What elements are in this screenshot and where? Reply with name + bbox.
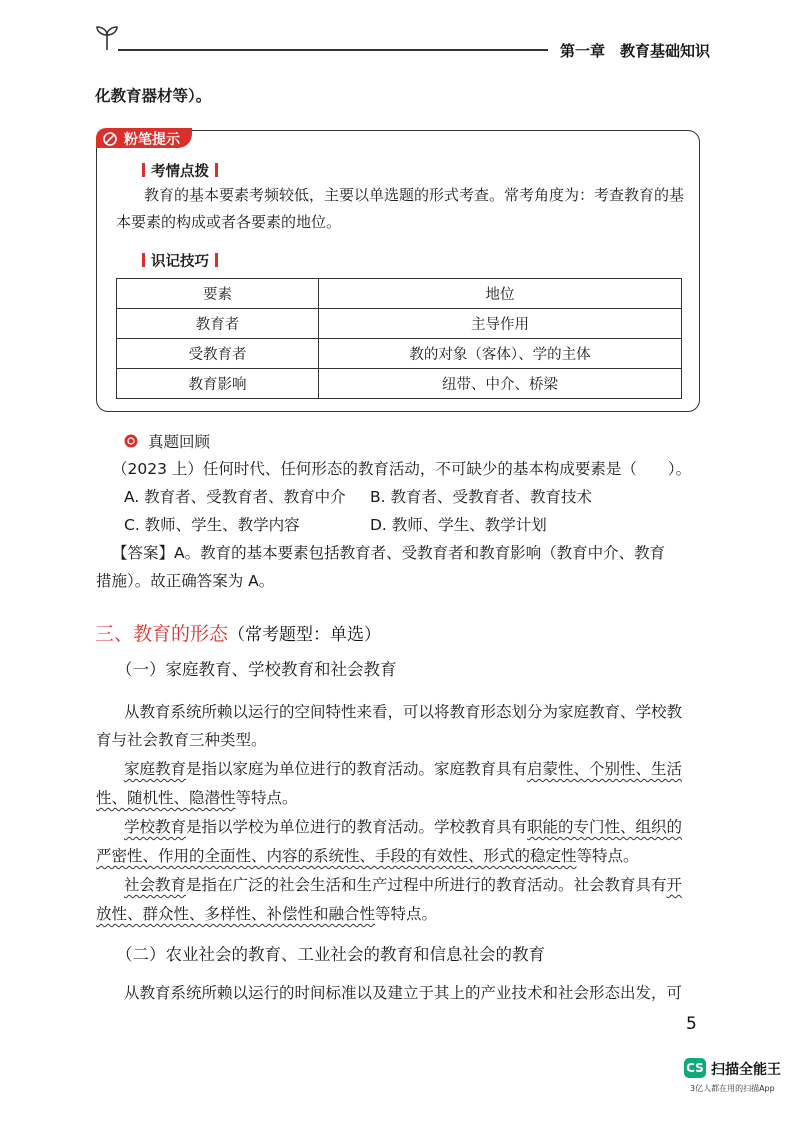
table-row	[117, 339, 682, 369]
scanner-name: 扫描全能王	[711, 1062, 781, 1078]
subheading-2: （二）农业社会的教育、工业社会的教育和信息社会的教育	[116, 945, 545, 964]
family-line-2	[96, 788, 298, 808]
review-question: （2023 上）任何时代、任何形态的教育活动，不可缺少的基本构成要素是（ ）。	[112, 460, 692, 478]
red-bar	[142, 163, 145, 177]
sun-icon	[124, 434, 138, 448]
memory-heading	[136, 250, 224, 271]
scanner-logo: CS	[684, 1058, 706, 1078]
social-term: 社会教育	[124, 876, 187, 894]
family-desc: 是指以家庭为单位进行的教育活动。家庭教育具有	[186, 760, 528, 778]
family-end: 等特点。	[235, 789, 298, 807]
subheading-1: （一）家庭教育、学校教育和社会教育	[116, 660, 397, 679]
social-traits-1: 开	[666, 876, 683, 894]
table-cell: 主导作用	[319, 309, 682, 339]
tip-label: 粉笔提示	[124, 132, 180, 148]
table-header-cell: 要素	[117, 279, 319, 309]
scanner-tagline: 3亿人都在用的扫描App	[690, 1084, 775, 1093]
social-end: 等特点。	[375, 905, 438, 923]
school-end: 等特点。	[576, 847, 639, 865]
intro-line: 化教育器材等）。	[95, 87, 212, 105]
social-line-2	[96, 904, 437, 924]
exam-heading-text: 考情点拨	[151, 164, 209, 180]
sprout-icon	[92, 22, 122, 52]
school-traits-1: 职能的专门性、组织的	[527, 818, 683, 836]
table-row	[117, 369, 682, 399]
school-line-1	[124, 817, 682, 837]
section-title-text: 三、教育的形态	[95, 623, 229, 645]
social-line-1	[124, 875, 682, 895]
school-line-2	[96, 846, 639, 866]
table-row	[117, 309, 682, 339]
exam-heading	[136, 160, 224, 181]
option-c: C. 教师、学生、教学内容	[124, 516, 300, 534]
family-term: 家庭教育	[124, 760, 187, 778]
section-title	[95, 619, 381, 646]
family-traits-1: 启蒙性、个别性、生活	[527, 760, 683, 778]
option-b: B. 教育者、受教育者、教育技术	[370, 488, 592, 506]
table-cell: 纽带、中介、桥梁	[319, 369, 682, 399]
exam-text-2: 本要素的构成或者各要素的地位。	[116, 213, 342, 231]
memory-heading-text: 识记技巧	[151, 254, 209, 270]
table-cell: 受教育者	[117, 339, 319, 369]
memory-table	[116, 278, 682, 399]
para-1-line-1: 从教育系统所赖以运行的空间特性来看，可以将教育形态划分为家庭教育、学校教	[124, 703, 683, 721]
exam-text-1: 教育的基本要素考频较低，主要以单选题的形式考查。常考角度为：考查教育的基	[144, 186, 685, 204]
table-cell: 教育影响	[117, 369, 319, 399]
school-desc: 是指以学校为单位进行的教育活动。学校教育具有	[186, 818, 528, 836]
table-header-row	[117, 279, 682, 309]
school-traits-2: 严密性、作用的全面性、内容的系统性、手段的有效性、形式的稳定性	[96, 847, 577, 865]
family-line-1	[124, 759, 682, 779]
table-cell: 教育者	[117, 309, 319, 339]
page-number: 5	[686, 1014, 697, 1034]
option-a: A. 教育者、受教育者、教育中介	[124, 488, 346, 506]
para-2-line-1: 从教育系统所赖以运行的时间标准以及建立于其上的产业技术和社会形态出发，可	[124, 984, 683, 1002]
family-traits-2: 性、随机性、隐潜性	[96, 789, 236, 807]
header-rule	[118, 49, 548, 51]
red-bar	[142, 253, 145, 267]
social-desc: 是指在广泛的社会生活和生产过程中所进行的教育活动。社会教育具有	[186, 876, 667, 894]
review-heading: 真题回顾	[148, 433, 211, 451]
section-hint: （常考题型：单选）	[228, 625, 382, 645]
school-term: 学校教育	[124, 818, 187, 836]
option-d: D. 教师、学生、教学计划	[370, 516, 547, 534]
table-header-cell: 地位	[319, 279, 682, 309]
answer-line-1: 【答案】A。教育的基本要素包括教育者、受教育者和教育影响（教育中介、教育	[112, 544, 666, 562]
red-bar	[215, 163, 218, 177]
no-sign-icon	[102, 131, 118, 147]
answer-line-2: 措施）。故正确答案为 A。	[96, 572, 275, 590]
chapter-title: 第一章 教育基础知识	[560, 42, 711, 60]
table-cell: 教的对象（客体）、学的主体	[319, 339, 682, 369]
para-1-line-2: 育与社会教育三种类型。	[96, 731, 267, 749]
social-traits-2: 放性、群众性、多样性、补偿性和融合性	[96, 905, 376, 923]
red-bar	[215, 253, 218, 267]
